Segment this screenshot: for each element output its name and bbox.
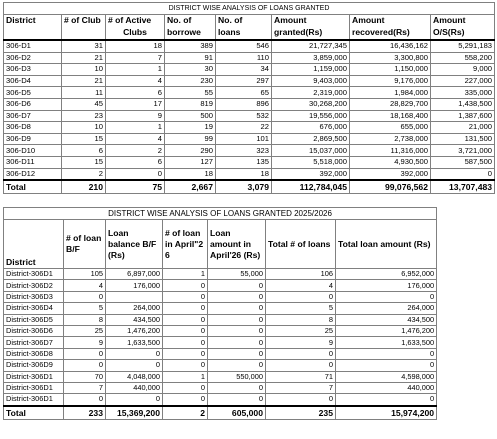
value-cell: 1: [163, 269, 208, 280]
district-cell: 306-D12: [4, 168, 62, 180]
value-cell: 45: [62, 98, 106, 110]
value-cell: 23: [62, 110, 106, 122]
value-cell: 0: [64, 394, 106, 406]
value-cell: 30: [165, 64, 216, 76]
value-cell: 9,176,000: [350, 75, 431, 87]
value-cell: 819: [165, 98, 216, 110]
value-cell: 101: [216, 133, 272, 145]
value-cell: 28,829,700: [350, 98, 431, 110]
value-cell: 7: [64, 382, 106, 393]
district-cell: District-306D1: [4, 382, 64, 393]
value-cell: 323: [216, 145, 272, 157]
value-cell: 0: [163, 394, 208, 406]
table-title: DISTRICT WISE ANALYSIS OF LOANS GRANTED 2025/2026: [4, 208, 437, 220]
header-borrowers-cont: borrowe: [165, 27, 216, 40]
value-cell: 18: [216, 168, 272, 180]
value-cell: 7: [266, 382, 336, 393]
value-cell: 0: [106, 168, 165, 180]
district-cell: 306-D11: [4, 156, 62, 168]
value-cell: 110: [216, 52, 272, 64]
value-cell: 227,000: [431, 75, 495, 87]
value-cell: 0: [266, 291, 336, 302]
value-cell: 1,476,200: [336, 325, 437, 336]
value-cell: 0: [336, 394, 437, 406]
value-cell: 1,387,600: [431, 110, 495, 122]
value-cell: 434,500: [106, 314, 163, 325]
table-row: [4, 337, 437, 348]
value-cell: 176,000: [106, 280, 163, 291]
value-cell: 55,000: [208, 269, 266, 280]
value-cell: 11: [62, 87, 106, 99]
value-cell: 2: [62, 168, 106, 180]
total-label: Total: [4, 406, 64, 420]
value-cell: 0: [336, 291, 437, 302]
value-cell: 1,984,000: [350, 87, 431, 99]
value-cell: 0: [208, 337, 266, 348]
value-cell: 0: [163, 291, 208, 302]
value-cell: 0: [163, 314, 208, 325]
value-cell: 10: [62, 122, 106, 134]
value-cell: 18: [165, 168, 216, 180]
value-cell: 0: [208, 314, 266, 325]
header-district-cont: [4, 27, 62, 40]
value-cell: 135: [216, 156, 272, 168]
value-cell: 10: [62, 64, 106, 76]
value-cell: 0: [163, 360, 208, 371]
table-row: [4, 348, 437, 359]
value-cell: 16,436,162: [350, 40, 431, 52]
value-cell: 0: [208, 348, 266, 359]
district-cell: District-306D3: [4, 291, 64, 302]
header-outstanding-cont: O/S(Rs): [431, 27, 495, 40]
value-cell: 5: [64, 303, 106, 314]
value-cell: 3,859,000: [272, 52, 350, 64]
value-cell: 5,291,183: [431, 40, 495, 52]
value-cell: 264,000: [106, 303, 163, 314]
header-clubs: # of Club: [62, 15, 106, 28]
value-cell: 0: [163, 280, 208, 291]
value-cell: 106: [266, 269, 336, 280]
value-cell: 440,000: [336, 382, 437, 393]
header-loan-bf: # of loan B/F: [64, 220, 106, 269]
value-cell: 31: [62, 40, 106, 52]
value-cell: 127: [165, 156, 216, 168]
value-cell: 392,000: [350, 168, 431, 180]
value-cell: 0: [336, 360, 437, 371]
value-cell: 176,000: [336, 280, 437, 291]
value-cell: 71: [266, 371, 336, 382]
value-cell: 9,000: [431, 64, 495, 76]
value-cell: 655,000: [350, 122, 431, 134]
value-cell: 1,633,500: [336, 337, 437, 348]
value-cell: 4,598,000: [336, 371, 437, 382]
table-row: [4, 371, 437, 382]
value-cell: 25: [64, 325, 106, 336]
district-cell: District-306D6: [4, 325, 64, 336]
value-cell: 264,000: [336, 303, 437, 314]
value-cell: 5,518,000: [272, 156, 350, 168]
table-row: [4, 64, 495, 76]
header-granted: Amount: [272, 15, 350, 28]
table-row: [4, 156, 495, 168]
value-cell: 9: [64, 337, 106, 348]
value-cell: 6,897,000: [106, 269, 163, 280]
district-cell: 306-D8: [4, 122, 62, 134]
table-row: [4, 325, 437, 336]
value-cell: 0: [208, 291, 266, 302]
value-cell: 0: [208, 325, 266, 336]
value-cell: 4,048,000: [106, 371, 163, 382]
header-district: District: [4, 220, 64, 269]
value-cell: 1,476,200: [106, 325, 163, 336]
value-cell: 21,000: [431, 122, 495, 134]
value-cell: 3,721,000: [431, 145, 495, 157]
table-row: [4, 269, 437, 280]
value-cell: [106, 291, 163, 302]
value-cell: 392,000: [272, 168, 350, 180]
header-loans: No. of: [216, 15, 272, 28]
header-amount-april: Loan amount in April'26 (Rs): [208, 220, 266, 269]
value-cell: 0: [266, 360, 336, 371]
table-row: [4, 75, 495, 87]
value-cell: 55: [165, 87, 216, 99]
value-cell: 34: [216, 64, 272, 76]
header-loan-april: # of loan in April"2 6: [163, 220, 208, 269]
value-cell: 500: [165, 110, 216, 122]
value-cell: 19,556,000: [272, 110, 350, 122]
header-active-clubs-cont: Clubs: [106, 27, 165, 40]
header-total-amount: Total loan amount (Rs): [336, 220, 437, 269]
value-cell: 0: [106, 360, 163, 371]
loans-granted-2025-table: [3, 207, 437, 420]
table-row: [4, 291, 437, 302]
value-cell: 30,268,200: [272, 98, 350, 110]
value-cell: 1: [106, 64, 165, 76]
value-cell: 0: [64, 291, 106, 302]
value-cell: 105: [64, 269, 106, 280]
value-cell: 0: [163, 325, 208, 336]
value-cell: 0: [431, 168, 495, 180]
value-cell: 4: [106, 133, 165, 145]
value-cell: 440,000: [106, 382, 163, 393]
header-outstanding: Amount: [431, 15, 495, 28]
district-cell: District-306D1: [4, 394, 64, 406]
table-row: [4, 314, 437, 325]
table-row: [4, 110, 495, 122]
value-cell: 0: [64, 348, 106, 359]
header-recovered: Amount: [350, 15, 431, 28]
value-cell: 532: [216, 110, 272, 122]
total-cell: 235: [266, 406, 336, 420]
total-cell: 99,076,562: [350, 180, 431, 194]
table-row: [4, 40, 495, 52]
total-label: Total: [4, 180, 62, 194]
value-cell: 4: [106, 75, 165, 87]
district-cell: 306-D5: [4, 87, 62, 99]
value-cell: 18: [106, 40, 165, 52]
value-cell: 230: [165, 75, 216, 87]
header-granted-cont: granted(Rs): [272, 27, 350, 40]
value-cell: 9: [106, 110, 165, 122]
value-cell: 4: [266, 280, 336, 291]
value-cell: 19: [165, 122, 216, 134]
value-cell: 0: [64, 360, 106, 371]
value-cell: 676,000: [272, 122, 350, 134]
value-cell: 389: [165, 40, 216, 52]
table-row: [4, 145, 495, 157]
district-cell: 306-D2: [4, 52, 62, 64]
value-cell: 2,738,000: [350, 133, 431, 145]
value-cell: 896: [216, 98, 272, 110]
value-cell: 0: [208, 360, 266, 371]
value-cell: 9: [266, 337, 336, 348]
table-row: [4, 133, 495, 145]
value-cell: 0: [106, 348, 163, 359]
value-cell: 21,727,345: [272, 40, 350, 52]
value-cell: 8: [64, 314, 106, 325]
district-cell: 306-D6: [4, 98, 62, 110]
header-balance-bf: Loan balance B/F (Rs): [106, 220, 163, 269]
value-cell: 9,403,000: [272, 75, 350, 87]
total-cell: 605,000: [208, 406, 266, 420]
value-cell: 18,168,400: [350, 110, 431, 122]
total-cell: 3,079: [216, 180, 272, 194]
value-cell: 15,037,000: [272, 145, 350, 157]
district-cell: District-306D1: [4, 371, 64, 382]
district-cell: District-306D1: [4, 269, 64, 280]
value-cell: 17: [106, 98, 165, 110]
value-cell: 546: [216, 40, 272, 52]
total-cell: 112,784,045: [272, 180, 350, 194]
header-total-loans: Total # of loans: [266, 220, 336, 269]
district-cell: 306-D4: [4, 75, 62, 87]
header-district: District: [4, 15, 62, 28]
value-cell: 0: [163, 337, 208, 348]
value-cell: 1: [106, 122, 165, 134]
header-borrowers: No. of: [165, 15, 216, 28]
table-row: [4, 280, 437, 291]
table-row: [4, 303, 437, 314]
value-cell: 3,300,800: [350, 52, 431, 64]
value-cell: 25: [266, 325, 336, 336]
table-row: [4, 382, 437, 393]
value-cell: 4,930,500: [350, 156, 431, 168]
district-cell: District-306D7: [4, 337, 64, 348]
value-cell: 131,500: [431, 133, 495, 145]
table-row: [4, 168, 495, 180]
district-cell: District-306D4: [4, 303, 64, 314]
value-cell: 21: [62, 52, 106, 64]
district-cell: District-306D8: [4, 348, 64, 359]
value-cell: 335,000: [431, 87, 495, 99]
header-clubs-cont: [62, 27, 106, 40]
value-cell: 0: [208, 280, 266, 291]
value-cell: 6: [106, 156, 165, 168]
value-cell: 15: [62, 133, 106, 145]
total-cell: 15,974,200: [336, 406, 437, 420]
value-cell: 99: [165, 133, 216, 145]
value-cell: 0: [208, 303, 266, 314]
value-cell: 4: [64, 280, 106, 291]
value-cell: 11,316,000: [350, 145, 431, 157]
total-cell: 75: [106, 180, 165, 194]
value-cell: 0: [336, 348, 437, 359]
value-cell: 2,869,500: [272, 133, 350, 145]
value-cell: 0: [266, 348, 336, 359]
district-cell: District-306D5: [4, 314, 64, 325]
table-title: DISTRICT WISE ANALYSIS OF LOANS GRANTED: [4, 3, 495, 15]
value-cell: 0: [163, 303, 208, 314]
value-cell: 290: [165, 145, 216, 157]
table-row: [4, 394, 437, 406]
value-cell: 297: [216, 75, 272, 87]
header-recovered-cont: recovered(Rs): [350, 27, 431, 40]
value-cell: 6: [106, 87, 165, 99]
value-cell: 0: [163, 382, 208, 393]
district-cell: 306-D10: [4, 145, 62, 157]
value-cell: 5: [266, 303, 336, 314]
table-row: [4, 360, 437, 371]
total-cell: 2,667: [165, 180, 216, 194]
value-cell: 434,500: [336, 314, 437, 325]
value-cell: 558,200: [431, 52, 495, 64]
value-cell: 0: [208, 382, 266, 393]
district-cell: District-306D9: [4, 360, 64, 371]
value-cell: 2: [106, 145, 165, 157]
value-cell: 2,319,000: [272, 87, 350, 99]
header-active-clubs: # of Active: [106, 15, 165, 28]
value-cell: 91: [165, 52, 216, 64]
value-cell: 65: [216, 87, 272, 99]
loans-granted-table: [3, 2, 495, 194]
value-cell: 0: [163, 348, 208, 359]
value-cell: 1: [163, 371, 208, 382]
value-cell: 70: [64, 371, 106, 382]
value-cell: 15: [62, 156, 106, 168]
table-row: [4, 87, 495, 99]
total-cell: 13,707,483: [431, 180, 495, 194]
district-cell: District-306D2: [4, 280, 64, 291]
total-cell: 15,369,200: [106, 406, 163, 420]
district-cell: 306-D3: [4, 64, 62, 76]
value-cell: 550,000: [208, 371, 266, 382]
value-cell: 1,150,000: [350, 64, 431, 76]
header-loans-cont: loans: [216, 27, 272, 40]
total-cell: 233: [64, 406, 106, 420]
district-cell: 306-D1: [4, 40, 62, 52]
total-cell: 210: [62, 180, 106, 194]
value-cell: 21: [62, 75, 106, 87]
value-cell: 6,952,000: [336, 269, 437, 280]
total-row: [4, 180, 495, 194]
value-cell: 8: [266, 314, 336, 325]
value-cell: 1,438,500: [431, 98, 495, 110]
total-cell: 2: [163, 406, 208, 420]
value-cell: 0: [208, 394, 266, 406]
table-row: [4, 122, 495, 134]
value-cell: 0: [266, 394, 336, 406]
value-cell: 22: [216, 122, 272, 134]
value-cell: 587,500: [431, 156, 495, 168]
value-cell: 6: [62, 145, 106, 157]
total-row: [4, 406, 437, 420]
value-cell: 1,633,500: [106, 337, 163, 348]
district-cell: 306-D9: [4, 133, 62, 145]
value-cell: 7: [106, 52, 165, 64]
district-cell: 306-D7: [4, 110, 62, 122]
table-row: [4, 52, 495, 64]
value-cell: 0: [106, 394, 163, 406]
value-cell: 1,159,000: [272, 64, 350, 76]
table-row: [4, 98, 495, 110]
